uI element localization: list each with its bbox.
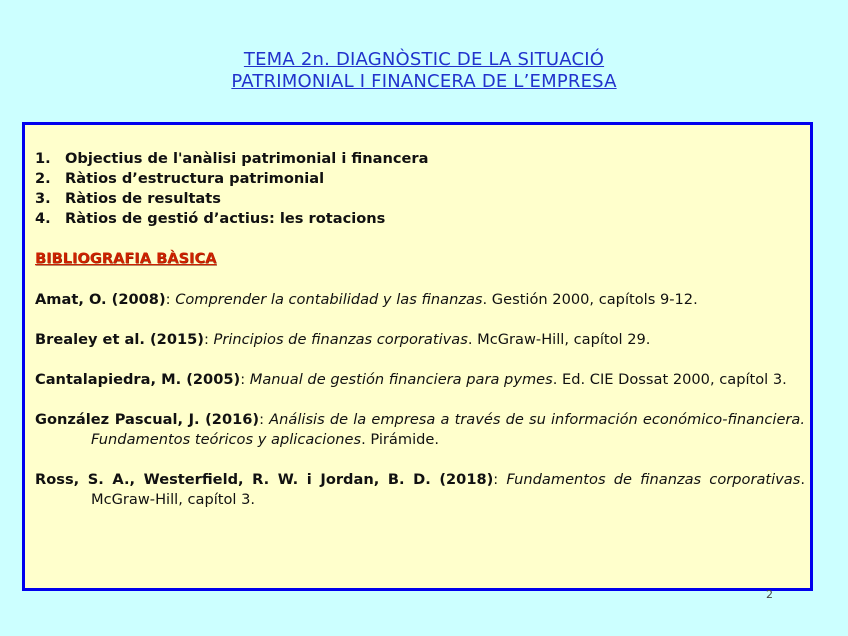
ref-separator: : (240, 371, 250, 388)
page-number: 2 (766, 588, 773, 601)
content-box (22, 122, 813, 591)
topic-label: Objectius de l'anàlisi patrimonial i financera (65, 150, 429, 167)
topic-number: 3. (35, 190, 51, 207)
ref-publisher: . McGraw-Hill, capítol 29. (467, 331, 651, 348)
ref-title: Análisis de la empresa a través de su información económico-financiera. Fundamentos teóricos y aplicaciones (91, 411, 805, 448)
ref-publisher: . Ed. CIE Dossat 2000, capítol 3. (552, 371, 787, 388)
ref-separator: : (165, 291, 176, 308)
content-area (35, 149, 805, 510)
ref-title: Manual de gestión financiera para pymes (249, 371, 553, 388)
bibliography-heading: BIBLIOGRAFIA BÀSICA (35, 250, 217, 267)
ref-author: Ross, S. A., Westerfield, R. W. i Jordan, B. D. (2018) (35, 471, 494, 488)
topic-label: Ràtios de resultats (65, 190, 221, 207)
topic-item (35, 149, 805, 169)
ref-title: Principios de finanzas corporativas (213, 331, 468, 348)
topic-number: 2. (35, 170, 51, 187)
topic-label: Ràtios de gestió d’actius: les rotacions (65, 210, 386, 227)
slide-title-line-2: PATRIMONIAL I FINANCERA DE L’EMPRESA (231, 71, 617, 92)
topic-label: Ràtios d’estructura patrimonial (65, 170, 325, 187)
bibliography-entry (35, 470, 805, 510)
topic-item (35, 189, 805, 209)
ref-separator: : (203, 331, 214, 348)
bibliography-entry (35, 370, 805, 390)
topic-number: 1. (35, 150, 51, 167)
bibliography-entry (35, 330, 805, 350)
ref-publisher: . Gestión 2000, capítols 9-12. (482, 291, 698, 308)
ref-author: Amat, O. (2008) (35, 291, 166, 308)
ref-publisher: . Pirámide. (361, 431, 440, 448)
bibliography-entry (35, 290, 805, 310)
bibliography-entry (35, 410, 805, 450)
ref-author: González Pascual, J. (2016) (35, 411, 260, 428)
ref-title: Comprender la contabilidad y las finanzas (175, 291, 483, 308)
topic-number: 4. (35, 210, 51, 227)
ref-title: Fundamentos de finanzas corporativas (506, 471, 801, 488)
slide-title-line-1: TEMA 2n. DIAGNÒSTIC DE LA SITUACIÓ (243, 49, 605, 70)
topic-item (35, 169, 805, 189)
ref-publisher: . McGraw-Hill, capítol 3. (91, 471, 805, 508)
topics-list (35, 149, 805, 229)
ref-separator: : (493, 471, 507, 488)
ref-author: Cantalapiedra, M. (2005) (35, 371, 241, 388)
slide-title (0, 49, 848, 93)
ref-separator: : (259, 411, 270, 428)
topic-item (35, 209, 805, 229)
ref-author: Brealey et al. (2015) (35, 331, 204, 348)
